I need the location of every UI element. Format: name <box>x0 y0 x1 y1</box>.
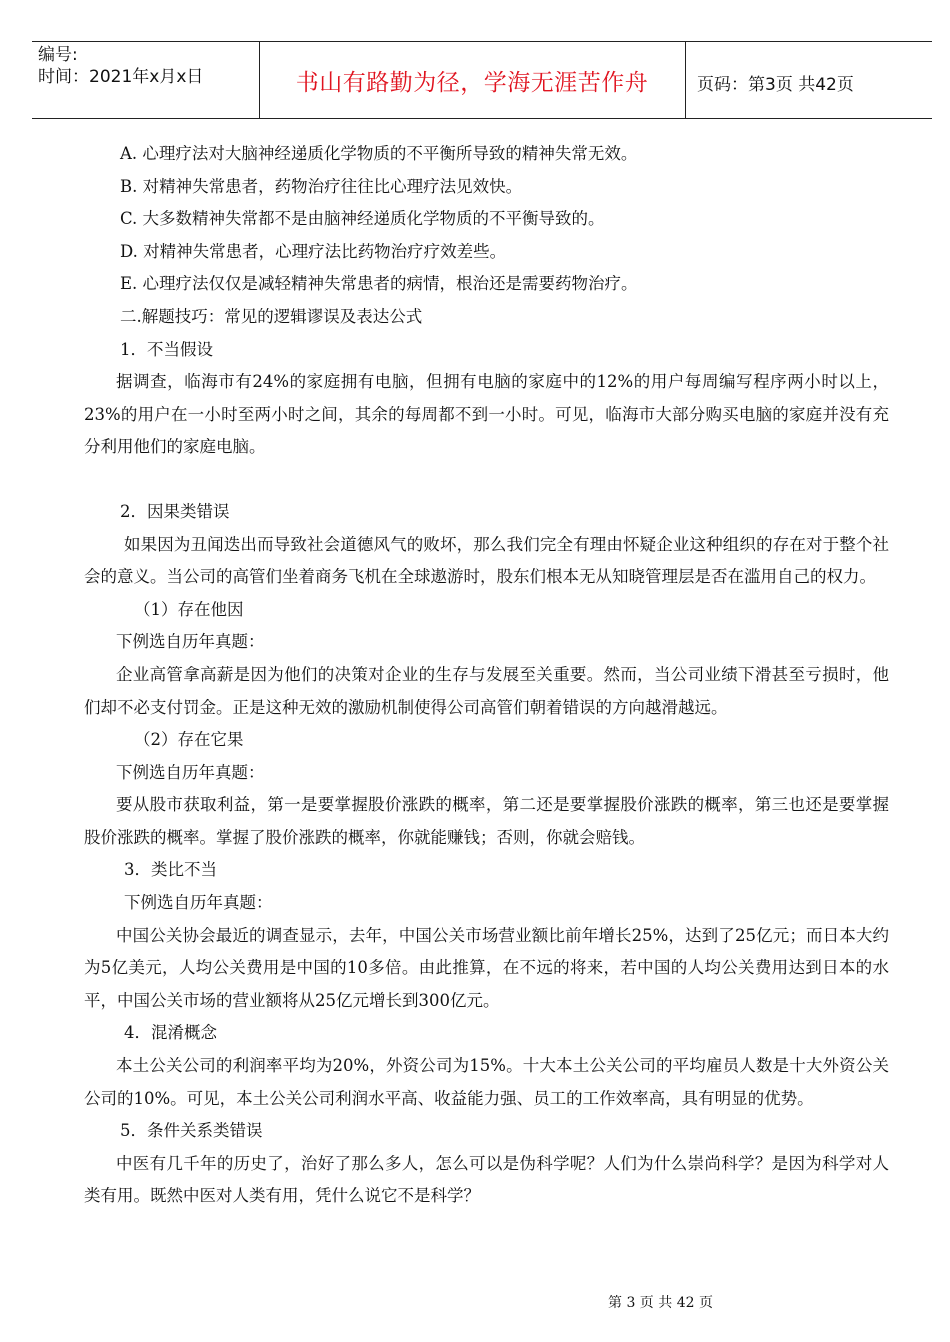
s2-paragraph: 如果因为丑闻迭出而导致社会道德风气的败坏，那么我们完全有理由怀疑企业这种组织的存在对于整个社会的意义。当公司的高管们坐着商务飞机在全球遨游时，股东们根本无从知晓管理层是否在滥用自己的权力。 <box>84 534 889 587</box>
header-motto: 书山有路勤为径，学海无涯苦作舟 <box>295 70 649 96</box>
s5-heading: 5．条件关系类错误 <box>120 1121 263 1141</box>
s2-sub2-heading: （2）存在它果 <box>134 730 244 750</box>
header-divider-right <box>685 41 686 119</box>
option-d: D. 对精神失常患者，心理疗法比药物治疗疗效差些。 <box>120 241 507 261</box>
s1-paragraph: 据调查，临海市有24%的家庭拥有电脑，但拥有电脑的家庭中的12%的用户每周编写程序两小时以上，23%的用户在一小时至两小时之间，其余的每周都不到一小时。可见，临海市大部分购买电脑的家庭并没有充分利用他们的家庭电脑。 <box>84 372 889 457</box>
header-top-rule <box>32 41 932 42</box>
s4-heading: 4．混淆概念 <box>124 1023 217 1043</box>
s2-sub1-paragraph: 企业高管拿高薪是因为他们的决策对企业的生存与发展至关重要。然而，当公司业绩下滑甚至亏损时，他们却不必支付罚金。正是这种无效的激励机制使得公司高管们朝着错误的方向越滑越远。 <box>84 664 889 717</box>
s2-sub1-intro: 下例选自历年真题： <box>116 632 265 652</box>
option-e: E. 心理疗法仅仅是减轻精神失常患者的病情，根治还是需要药物治疗。 <box>120 274 638 294</box>
header-divider-left <box>259 41 260 119</box>
s4-paragraph: 本土公关公司的利润率平均为20%，外资公司为15%。十大本土公关公司的平均雇员人数是十大外资公关公司的10%。可见，本土公关公司利润水平高、收益能力强、员工的工作效率高，具有明显的优势。 <box>84 1056 889 1108</box>
footer-page-number: 第 3 页 共 42 页 <box>608 1295 713 1311</box>
s5-paragraph: 中医有几千年的历史了，治好了那么多人，怎么可以是伪科学呢？人们为什么崇尚科学？是因为科学对人类有用。既然中医对人类有用，凭什么说它不是科学？ <box>84 1153 889 1206</box>
s3-paragraph: 中国公关协会最近的调查显示，去年，中国公关市场营业额比前年增长25%，达到了25亿元；而日本大约为5亿美元，人均公关费用是中国的10多倍。由此推算，在不远的将来，若中国的人均公关费用达到日本的水平，中国公关市场的营业额将从25亿元增长到300亿元。 <box>84 925 889 1010</box>
document-body <box>84 138 889 1213</box>
option-b: B. 对精神失常患者，药物治疗往往比心理疗法见效快。 <box>120 176 523 196</box>
s3-intro: 下例选自历年真题： <box>124 893 273 913</box>
option-c: C. 大多数精神失常都不是由脑神经递质化学物质的不平衡导致的。 <box>120 209 605 229</box>
s2-sub1-heading: （1）存在他因 <box>134 599 244 619</box>
option-a: A. 心理疗法对大脑神经递质化学物质的不平衡所导致的精神失常无效。 <box>120 144 638 163</box>
s2-sub2-intro: 下例选自历年真题： <box>116 762 265 782</box>
header-bottom-rule <box>32 118 932 119</box>
blank-line <box>84 464 889 496</box>
s3-heading: 3．类比不当 <box>124 860 217 880</box>
s1-heading: 1．不当假设 <box>120 339 213 359</box>
header-time-label: 时间：2021年x月x日 <box>38 67 204 87</box>
s2-sub2-paragraph: 要从股市获取利益，第一是要掌握股价涨跌的概率，第二还是要掌握股价涨跌的概率，第三也还是要掌握股价涨跌的概率。掌握了股价涨跌的概率，你就能赚钱；否则，你就会赔钱。 <box>84 795 889 847</box>
header-meta <box>38 44 203 88</box>
s2-heading: 2．因果类错误 <box>120 501 230 521</box>
header-number-label: 编号: <box>38 45 78 65</box>
section-title: 二.解题技巧：常见的逻辑谬误及表达公式 <box>120 306 423 326</box>
header-page-label: 页码：第3页 共42页 <box>697 75 854 95</box>
